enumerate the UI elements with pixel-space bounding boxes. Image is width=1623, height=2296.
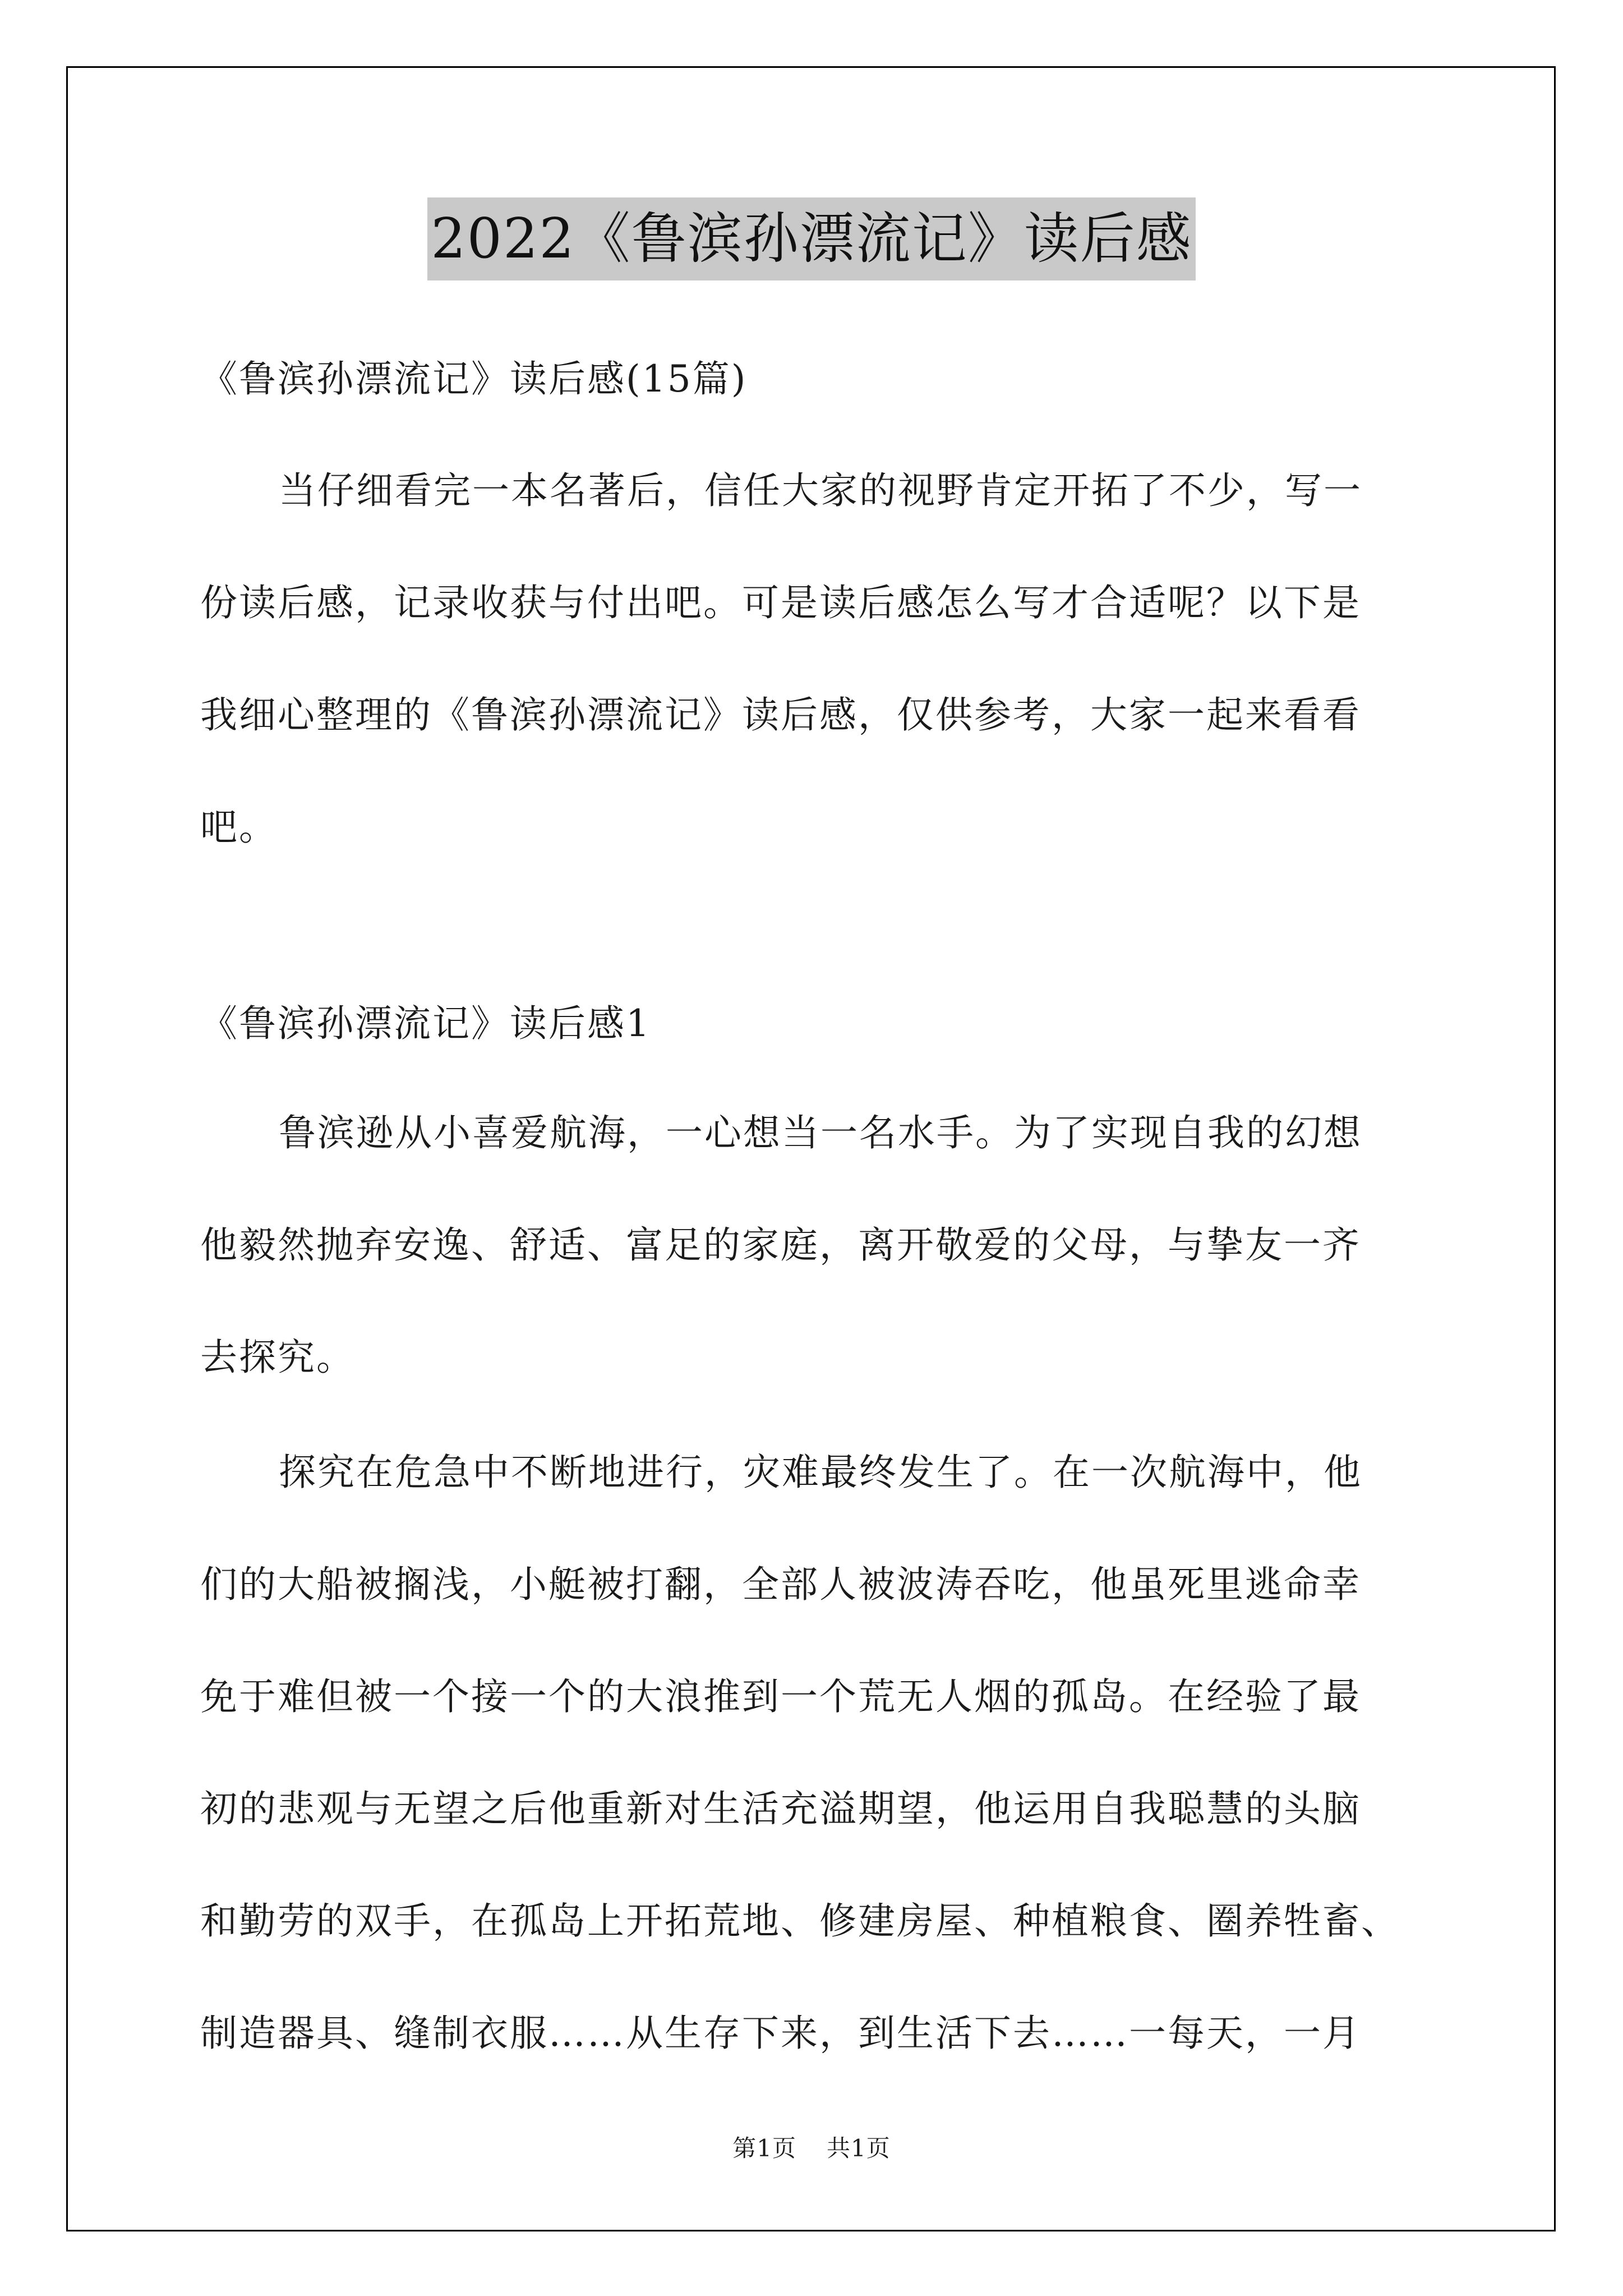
paragraph-line: 制造器具、缝制衣服……从生存下来，到生活下去……一每天，一月 bbox=[200, 2012, 1361, 2055]
page-number: 第1页 bbox=[732, 2134, 796, 2162]
intro-line: 当仔细看完一本名著后，信任大家的视野肯定开拓了不少，写一 bbox=[279, 469, 1362, 512]
page-total: 共1页 bbox=[827, 2134, 891, 2162]
section-heading: 《鲁滨孙漂流记》读后感1 bbox=[200, 1002, 651, 1045]
paragraph-line: 们的大船被搁浅，小艇被打翻，全部人被波涛吞吃，他虽死里逃命幸 bbox=[200, 1563, 1361, 1606]
intro-line: 我细心整理的《鲁滨孙漂流记》读后感，仅供参考，大家一起来看看 bbox=[200, 693, 1361, 737]
paragraph-line: 探究在危急中不断地进行，灾难最终发生了。在一次航海中，他 bbox=[279, 1451, 1362, 1494]
intro-line: 份读后感，记录收获与付出吧。可是读后感怎么写才合适呢？以下是 bbox=[200, 581, 1361, 624]
paragraph-line: 去探究。 bbox=[200, 1336, 355, 1379]
paragraph-line: 初的悲观与无望之后他重新对生活充溢期望，他运用自我聪慧的头脑 bbox=[200, 1787, 1361, 1830]
intro-line: 吧。 bbox=[200, 806, 278, 849]
page-footer bbox=[0, 2133, 1623, 2164]
document-title: 2022《鲁滨孙漂流记》读后感 bbox=[427, 197, 1195, 280]
paragraph-line: 他毅然抛弃安逸、舒适、富足的家庭，离开敬爱的父母，与挚友一齐 bbox=[200, 1223, 1361, 1267]
paragraph-line: 鲁滨逊从小喜爱航海，一心想当一名水手。为了实现自我的幻想 bbox=[279, 1111, 1362, 1154]
paragraph-line: 和勤劳的双手，在孤岛上开拓荒地、修建房屋、种植粮食、圈养牲畜、 bbox=[200, 1899, 1400, 1943]
paragraph-line: 免于难但被一个接一个的大浪推到一个荒无人烟的孤岛。在经验了最 bbox=[200, 1675, 1361, 1718]
title-container bbox=[0, 197, 1623, 280]
document-subtitle: 《鲁滨孙漂流记》读后感(15篇) bbox=[200, 357, 748, 401]
